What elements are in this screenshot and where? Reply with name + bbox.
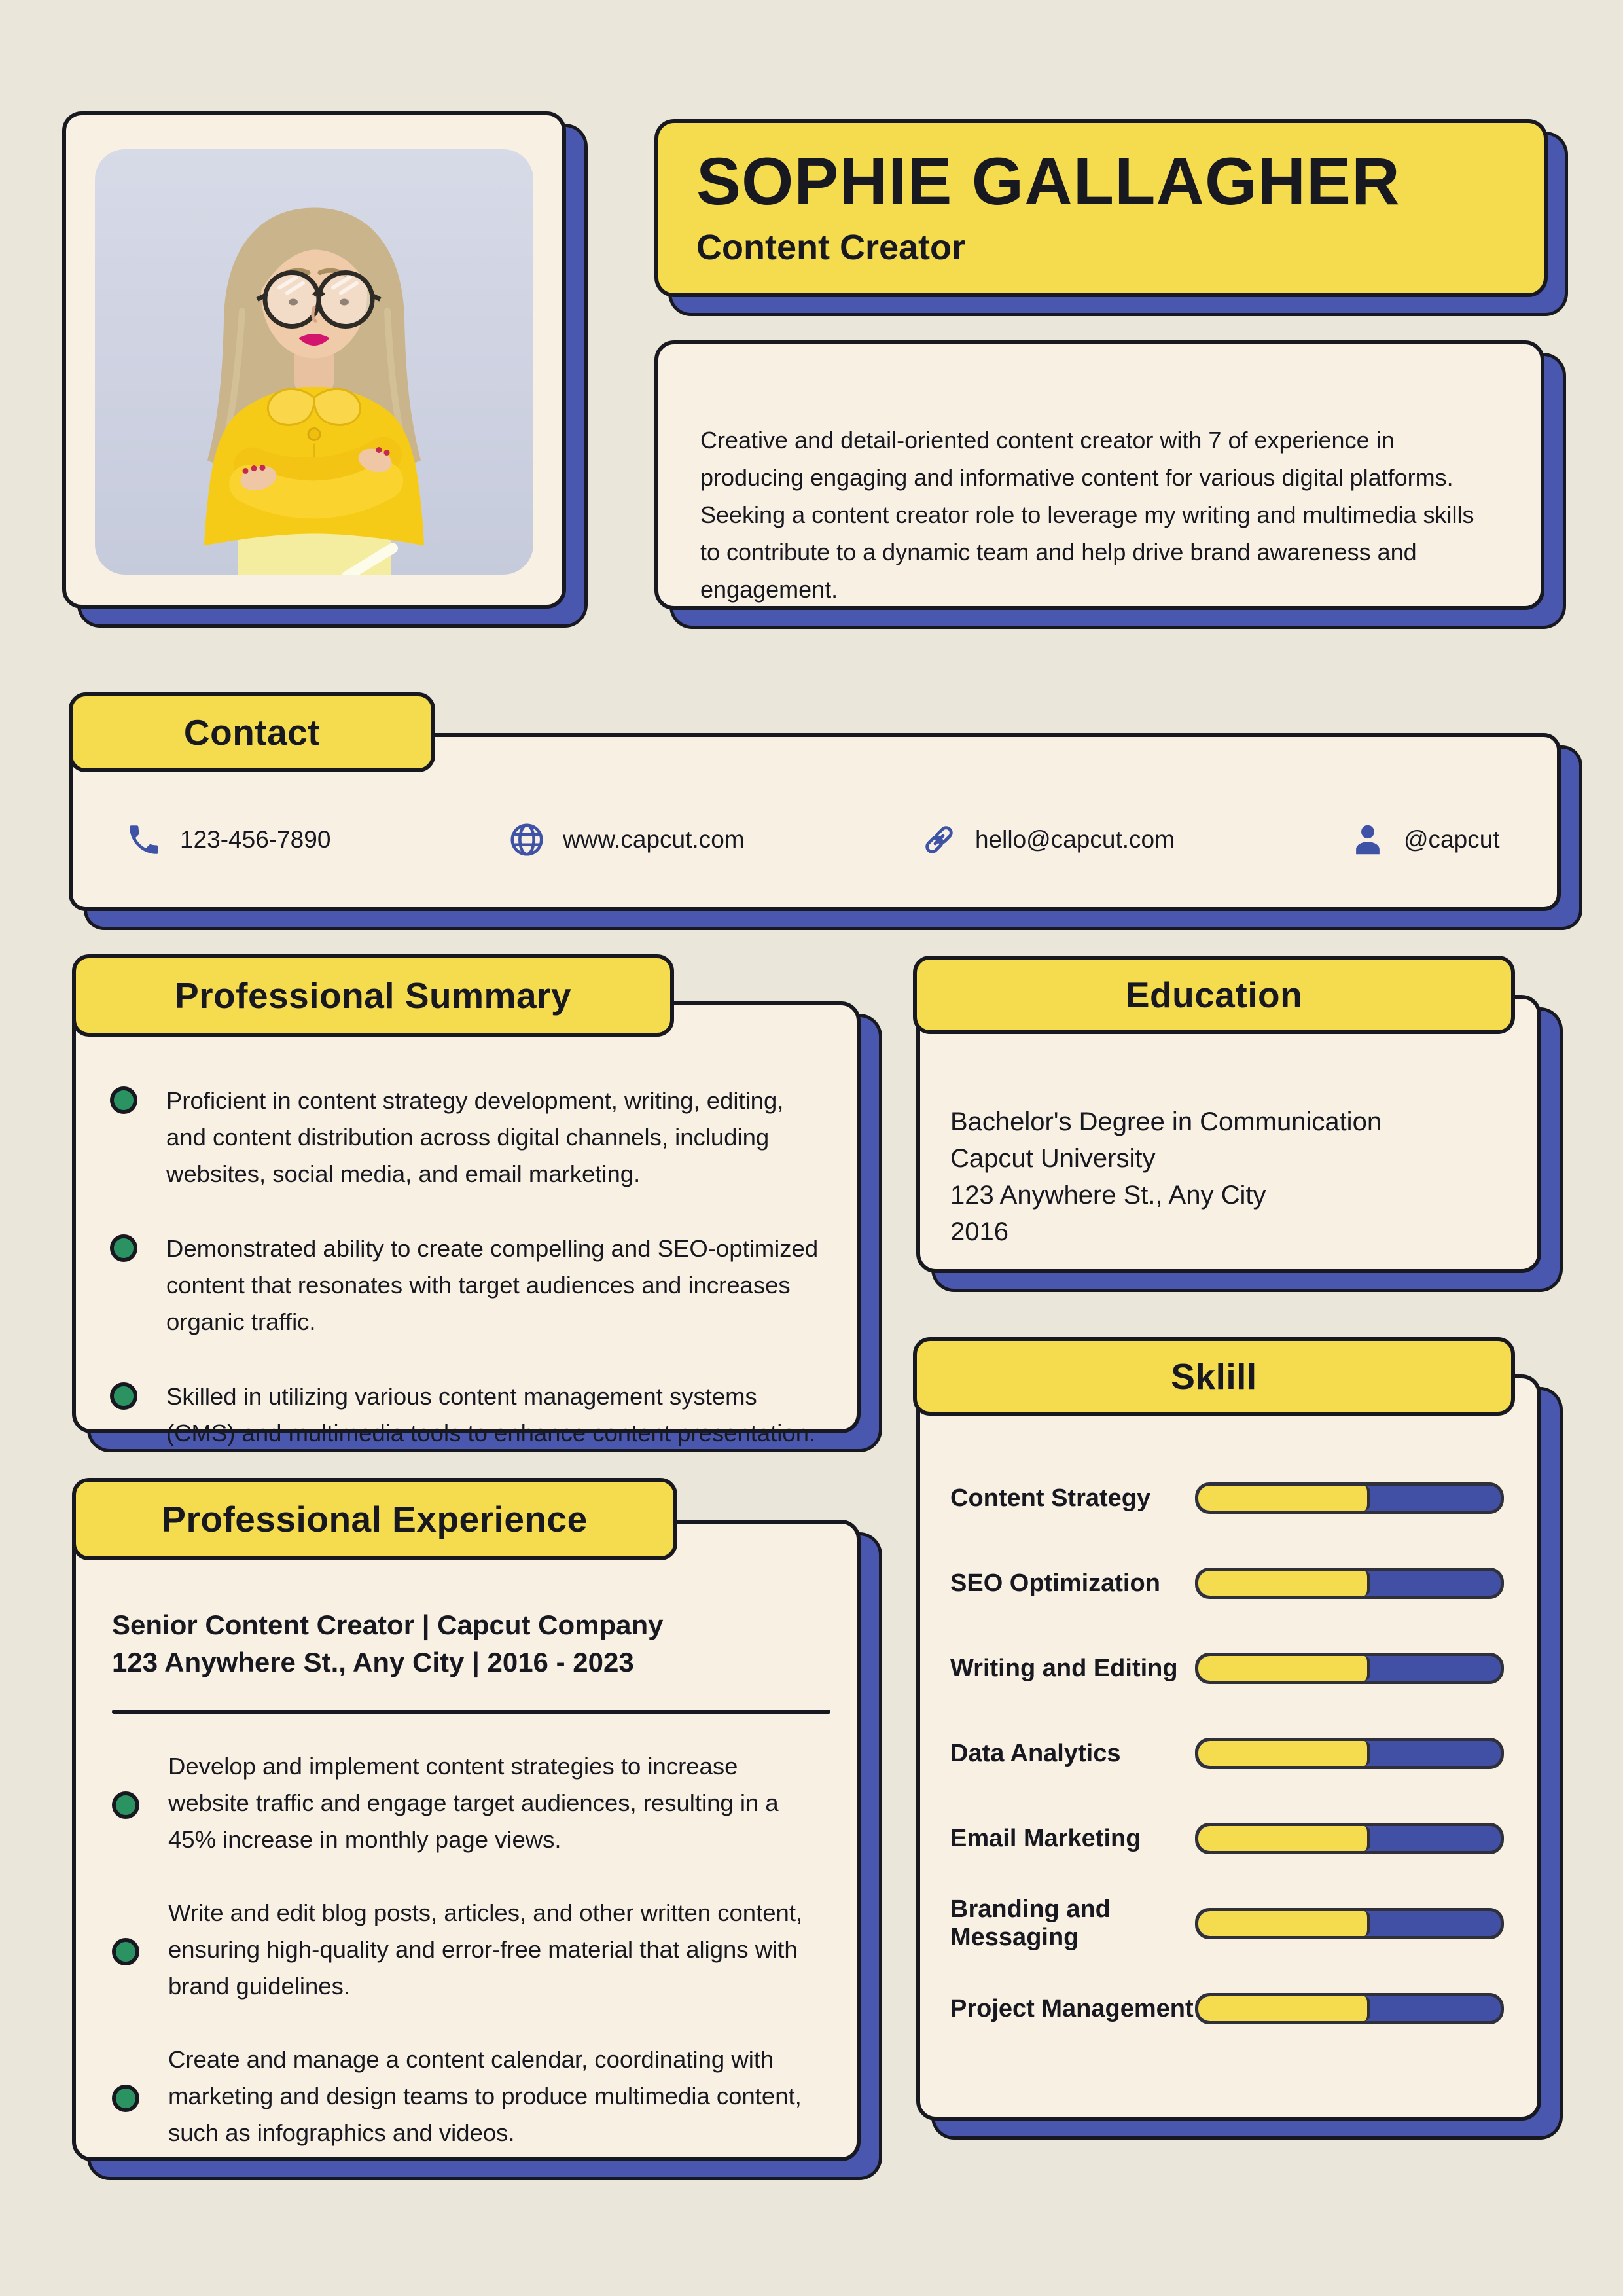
portrait-illustration — [95, 149, 533, 575]
skill-row — [950, 1541, 1537, 1626]
summary-bullet-text: Skilled in utilizing various content management systems (CMS) and multimedia tools to enhance content presentation. — [166, 1383, 816, 1446]
contact-email[interactable] — [920, 821, 1175, 859]
skill-label: Project Management — [950, 1994, 1194, 2022]
skill-row — [950, 1626, 1537, 1711]
portrait-photo — [95, 149, 533, 575]
skill-bar — [1195, 1908, 1504, 1939]
experience-bullet-text: Develop and implement content strategies to increase website traffic and engage target audiences, resulting in a 45% increase in monthly page views. — [168, 1753, 779, 1853]
professional-summary-section-title — [72, 954, 674, 1037]
skill-row — [950, 1966, 1537, 2051]
summary-bullet-text: Proficient in content strategy development, writing, editing, and content distribution across digital channels, including websites, social media, and email marketing. — [166, 1087, 784, 1187]
skill-label: Data Analytics — [950, 1739, 1121, 1767]
experience-bullet — [112, 1895, 823, 2005]
green-bullet-icon — [110, 1382, 137, 1410]
skill-row — [950, 1881, 1537, 1966]
experience-section-title — [72, 1478, 677, 1560]
professional-summary-title-label: Professional Summary — [174, 975, 572, 1016]
skill-label: Email Marketing — [950, 1824, 1141, 1852]
contact-email-text: hello@capcut.com — [975, 826, 1175, 853]
green-bullet-icon — [112, 2085, 139, 2112]
education-card — [916, 995, 1541, 1273]
about-card — [654, 340, 1544, 610]
contact-title-label: Contact — [183, 712, 321, 753]
skills-card — [916, 1374, 1541, 2121]
skill-bar — [1195, 1993, 1504, 2024]
skill-bar-fill — [1198, 1486, 1370, 1511]
person-icon — [1349, 821, 1387, 859]
skill-bar-fill — [1198, 1996, 1370, 2021]
summary-bullet-text: Demonstrated ability to create compelling and SEO-optimized content that resonates with target audiences and increases organic traffic. — [166, 1235, 819, 1335]
experience-card — [72, 1520, 861, 2161]
summary-bullet — [110, 1083, 821, 1193]
skill-bar-fill — [1198, 1741, 1370, 1766]
skill-bar — [1195, 1568, 1504, 1599]
skill-bar-fill — [1198, 1656, 1370, 1681]
skill-bar-fill — [1198, 1571, 1370, 1596]
contact-phone-text: 123-456-7890 — [180, 826, 331, 853]
education-section-title — [913, 956, 1515, 1034]
experience-bullet — [112, 2041, 823, 2151]
skill-row — [950, 1711, 1537, 1796]
experience-bullet-list — [112, 1748, 823, 2151]
contact-phone[interactable] — [125, 821, 330, 859]
about-text: Creative and detail-oriented content creator with 7 of experience in producing engaging and informative content for various digital platforms. Seeking a content creator role to leverage my writing and multimedia skills to contribute to a dynamic team and help drive brand awareness and engagement. — [700, 427, 1474, 603]
skill-bar — [1195, 1823, 1504, 1854]
education-degree: Bachelor's Degree in Communication — [950, 1107, 1382, 1136]
skills-section-title — [913, 1337, 1515, 1416]
contact-website-text: www.capcut.com — [563, 826, 745, 853]
education-year: 2016 — [950, 1217, 1008, 1246]
professional-summary-card — [72, 1001, 861, 1446]
skill-bar-fill — [1198, 1911, 1370, 1936]
skill-label: Writing and Editing — [950, 1654, 1178, 1682]
education-title-label: Education — [1125, 975, 1303, 1015]
summary-bullet — [110, 1378, 821, 1452]
education-school: Capcut University — [950, 1144, 1156, 1173]
skill-label: Content Strategy — [950, 1484, 1151, 1512]
experience-bullet-text: Create and manage a content calendar, coordinating with marketing and design teams to produce multimedia content, such as infographics and videos. — [168, 2046, 802, 2146]
contact-section-title — [69, 692, 435, 772]
photo-card — [62, 111, 566, 609]
skill-row — [950, 1796, 1537, 1881]
person-role: Content Creator — [696, 228, 966, 268]
person-name: SOPHIE GALLAGHER — [696, 144, 1400, 219]
skill-bar — [1195, 1738, 1504, 1769]
experience-role-line: Senior Content Creator | Capcut Company — [112, 1609, 664, 1640]
green-bullet-icon — [112, 1938, 139, 1965]
skill-bar-fill — [1198, 1826, 1370, 1851]
skill-label: SEO Optimization — [950, 1569, 1160, 1597]
experience-bullet-text: Write and edit blog posts, articles, and other written content, ensuring high-quality and error-free material that aligns with brand guidelines. — [168, 1899, 803, 2000]
phone-icon — [125, 821, 163, 859]
experience-title-label: Professional Experience — [162, 1499, 588, 1539]
green-bullet-icon — [112, 1791, 139, 1819]
name-card — [654, 119, 1548, 297]
link-icon — [920, 821, 958, 859]
skill-row — [950, 1456, 1537, 1541]
skill-bar — [1195, 1482, 1504, 1514]
green-bullet-icon — [110, 1234, 137, 1262]
experience-bullet — [112, 1748, 823, 1858]
contact-social-text: @capcut — [1404, 826, 1500, 853]
skill-bar — [1195, 1653, 1504, 1684]
contact-website[interactable] — [508, 821, 745, 859]
skill-label: Branding and Messaging — [950, 1895, 1111, 1951]
education-address: 123 Anywhere St., Any City — [950, 1181, 1266, 1210]
experience-meta-line: 123 Anywhere St., Any City | 2016 - 2023 — [112, 1647, 634, 1677]
skills-title-label: Sklill — [1171, 1356, 1257, 1397]
divider — [112, 1710, 830, 1714]
summary-bullet — [110, 1230, 821, 1340]
contact-social[interactable] — [1349, 821, 1500, 859]
green-bullet-icon — [110, 1086, 137, 1114]
globe-icon — [508, 821, 546, 859]
